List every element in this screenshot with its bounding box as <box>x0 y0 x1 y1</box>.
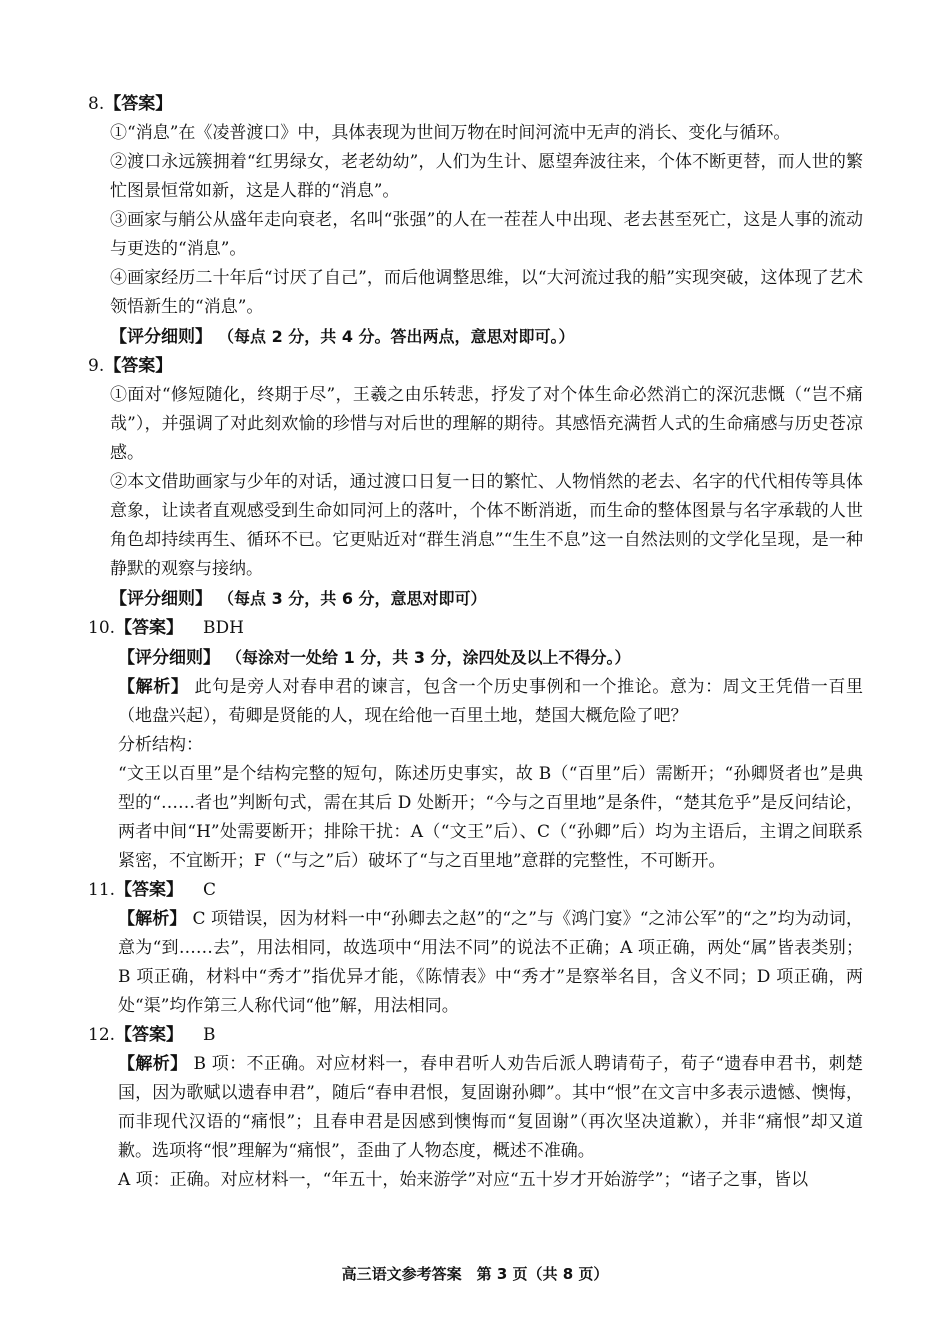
answer-label: 【答案】 <box>115 618 184 638</box>
analysis-paragraph <box>88 673 863 731</box>
answer-document <box>88 90 863 1195</box>
answer-value: C <box>203 880 217 900</box>
question-number: 11. <box>88 880 116 900</box>
analysis-text: B 项：不正确。对应材料一，春申君听人劝告后派人聘请荀子，荀子“遗春申君书，刺楚国，因为歌赋以遗春申君”，随后“春申君恨，复固谢孙卿”。其中“恨”在文言中多表示遗憾、懊悔，而非现代汉语的“痛恨”；且春申君是因感到懊悔而“复固谢”（再次坚决道歉），并非“痛恨”却又道歉。选项将“恨”理解为“痛恨”，歪曲了人物态度，概述不准确。 <box>118 1054 863 1161</box>
question-9 <box>88 352 863 614</box>
page-footer: 高三语文参考答案 第 3 页（共 8 页） <box>341 1265 609 1283</box>
answer-value: B <box>203 1025 216 1045</box>
question-number: 12. <box>88 1025 116 1045</box>
question-number: 9. <box>88 356 105 376</box>
scoring-rule <box>88 643 863 673</box>
answer-label: 【答案】 <box>104 94 173 114</box>
answer-label: 【答案】 <box>115 880 184 900</box>
analysis-label: 【解析】 <box>118 1054 188 1074</box>
analysis-option-a: A 项：正确。对应材料一，“年五十，始来游学”对应“五十岁才开始游学”；“诸子之事，皆以 <box>118 1170 809 1190</box>
scoring-rule <box>88 322 863 352</box>
answer-label: 【答案】 <box>104 356 173 376</box>
analysis-text: 此句是旁人对春申君的谏言，包含一个历史事例和一个推论。意为：周文王凭借一百里（地盘兴起），荀卿是贤能的人，现在给他一百里土地，楚国大概危险了吧？ <box>118 677 864 726</box>
answer-point: ④画家经历二十年后“讨厌了自己”，而后他调整思维，以“大河流过我的船”实现突破，这体现了艺术领悟新生的“消息”。 <box>110 268 863 317</box>
question-number: 10. <box>88 618 116 638</box>
analysis-label: 【解析】 <box>118 909 187 929</box>
analysis-label: 【解析】 <box>118 677 189 697</box>
structure-text: “文王以百里”是个结构完整的短句，陈述历史事实，故 B（“百里”后）需断开；“孙卿贤者也”是典型的“……者也”判断句式，需在其后 D 处断开；“今与之百里地”是条件，“楚其危乎”是反问结论，两者中间“H”处需要断开；排除干扰：A（“文王”后）、C（“孙卿”后）均为主语后，主谓之间联系紧密，不宜断开；F（“与之”后）破坏了“与之百里地”意群的完整性，不可断开。 <box>118 764 863 871</box>
question-8 <box>88 90 863 352</box>
analysis-paragraph <box>88 1050 863 1166</box>
answer-point: ②渡口永远簇拥着“红男绿女，老老幼幼”，人们为生计、愿望奔波往来，个体不断更替，而人世的繁忙图景恒常如新，这是人群的“消息”。 <box>110 152 863 201</box>
question-10-header <box>88 614 863 643</box>
question-8-header <box>88 90 863 119</box>
answer-point: ③画家与艄公从盛年走向衰老，名叫“张强”的人在一茬茬人中出现、老去甚至死亡，这是人事的流动与更迭的“消息”。 <box>110 210 863 259</box>
scoring-rule-label: 【评分细则】 <box>110 327 212 347</box>
scoring-rule-text: （每涂对一处给 1 分，共 3 分，涂四处及以上不得分。） <box>234 648 631 667</box>
question-10 <box>88 614 863 876</box>
question-12 <box>88 1021 863 1195</box>
structure-title: 分析结构： <box>118 735 203 755</box>
question-11 <box>88 876 863 1021</box>
scoring-rule-label: 【评分细则】 <box>118 648 220 668</box>
scoring-rule-label: 【评分细则】 <box>110 589 212 609</box>
question-12-header <box>88 1021 863 1050</box>
answer-point: ①“消息”在《凌普渡口》中，具体表现为世间万物在时间河流中无声的消长、变化与循环。 <box>110 123 791 143</box>
scoring-rule-text: （每点 2 分，共 4 分。答出两点，意思对即可。） <box>226 327 575 346</box>
question-11-header <box>88 876 863 905</box>
analysis-paragraph <box>88 905 863 1021</box>
question-number: 8. <box>88 94 105 114</box>
scoring-rule <box>88 584 863 614</box>
answer-point: ①面对“修短随化，终期于尽”，王羲之由乐转悲，抒发了对个体生命必然消亡的深沉悲慨（“岂不痛哉”），并强调了对此刻欢愉的珍惜与对后世的理解的期待。其感悟充满哲人式的生命痛感与历史苍凉感。 <box>110 385 863 463</box>
scoring-rule-text: （每点 3 分，共 6 分，意思对即可） <box>226 589 487 608</box>
answer-value: BDH <box>203 618 244 638</box>
question-9-header <box>88 352 863 381</box>
answer-label: 【答案】 <box>115 1025 184 1045</box>
analysis-text: C 项错误，因为材料一中“孙卿去之赵”的“之”与《鸿门宴》“之沛公军”的“之”均为动词，意为“到……去”，用法相同，故选项中“用法不同”的说法不正确；A 项正确，两处“属”皆表类别；B 项正确，材料中“秀才”指优异才能，《陈情表》中“秀才”是察举名目，含义不同；D 项正确，两处“渠”均作第三人称代词“他”解，用法相同。 <box>118 909 864 1016</box>
answer-point: ②本文借助画家与少年的对话，通过渡口日复一日的繁忙、人物悄然的老去、名字的代代相传等具体意象，让读者直观感受到生命如同河上的落叶，个体不断消逝，而生命的整体图景与名字承载的人世角色却持续再生、循环不已。它更贴近对“群生消息”“生生不息”这一自然法则的文学化呈现，是一种静默的观察与接纳。 <box>110 472 863 579</box>
